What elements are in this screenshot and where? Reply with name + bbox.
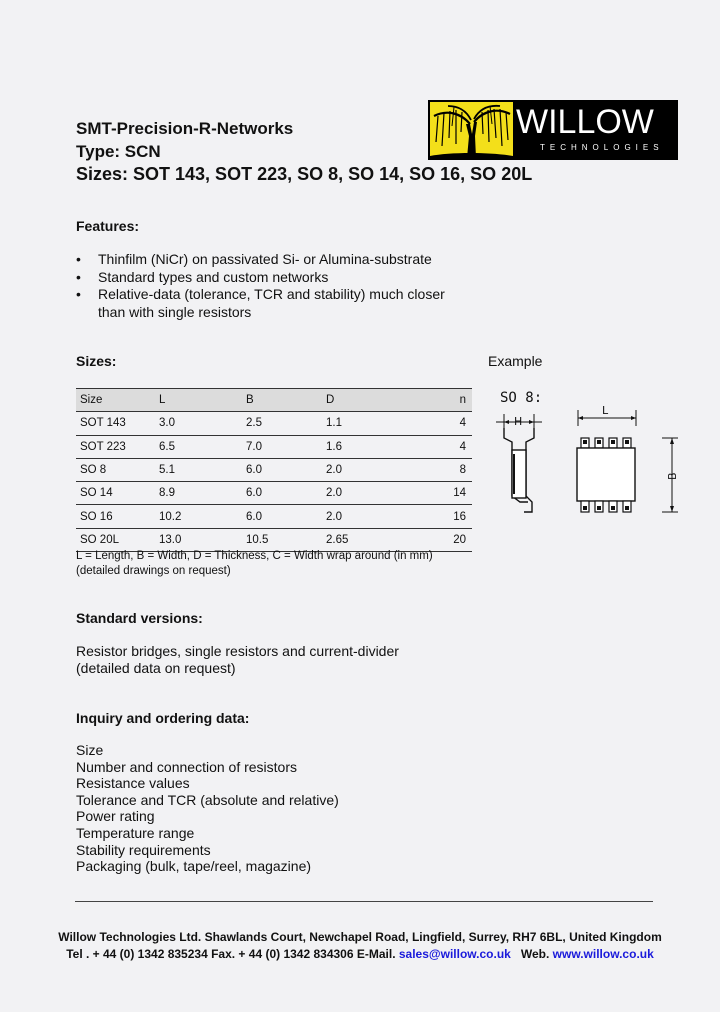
package-label: SO 8: (500, 390, 543, 406)
list-item: Size (76, 742, 104, 758)
list-item: • Relative-data (tolerance, TCR and stability) much closer (76, 286, 445, 303)
standard-versions-text: Resistor bridges, single resistors and current-divider (detailed data on request) (76, 643, 399, 676)
table-cell: 6.0 (246, 487, 262, 500)
dim-h-label: H (514, 415, 523, 428)
logo-tagline: TECHNOLOGIES (540, 143, 664, 152)
footer-divider (75, 901, 653, 902)
inquiry-heading: Inquiry and ordering data: (76, 710, 250, 726)
column-header: D (326, 394, 335, 407)
list-item: • Standard types and custom networks (76, 268, 329, 285)
table-cell: SO 16 (80, 510, 113, 523)
willow-logo (428, 100, 678, 160)
table-cell: SOT 223 (80, 440, 126, 453)
features-list (76, 251, 445, 321)
footer-contact (0, 947, 720, 961)
willow-tree-icon (430, 102, 513, 158)
footer-address: Willow Technologies Ltd. Shawlands Court, Newchapel Road, Lingfield, Surrey, RH7 6BL, United Kingdom (58, 930, 662, 944)
column-header: n (459, 394, 466, 407)
table-cell: 6.5 (159, 440, 175, 453)
table-cell: 2.0 (326, 487, 342, 500)
table-cell: SO 20L (80, 533, 119, 546)
table-cell: 1.6 (326, 440, 342, 453)
table-cell: 13.0 (159, 533, 182, 546)
list-item: • Thinfilm (NiCr) on passivated Si- or Alumina-substrate (76, 251, 432, 267)
list-item: Number and connection of resistors (76, 758, 297, 775)
table-cell: 8 (459, 464, 466, 477)
table-cell: 3.0 (159, 417, 175, 430)
table-cell: 4 (459, 417, 466, 430)
table-cell: 4 (459, 440, 466, 453)
table-cell: 2.65 (326, 533, 349, 546)
list-item: Power rating (76, 808, 155, 825)
column-header: Size (80, 394, 103, 407)
table-cell: 7.0 (246, 440, 262, 453)
table-row (76, 505, 472, 528)
table-cell: 20 (453, 533, 466, 546)
table-row (76, 412, 472, 435)
table-row (76, 482, 472, 505)
table-cell: 6.0 (246, 510, 262, 523)
list-item: Stability requirements (76, 841, 211, 858)
table-header-row (76, 389, 472, 412)
inquiry-list (76, 742, 339, 875)
column-header: L (159, 394, 166, 407)
logo-wordmark: WILLOW (516, 103, 654, 141)
page-title: SMT-Precision-R-Networks (76, 119, 294, 138)
table-cell: 6.0 (246, 464, 262, 477)
list-item-continuation: than with single resistors (98, 303, 252, 320)
table-cell: 2.0 (326, 510, 342, 523)
footer-phone-fax: Tel . + 44 (0) 1342 835234 Fax. + 44 (0) 1342 834306 E-Mail. (66, 947, 396, 961)
email-link[interactable]: sales@willow.co.uk (398, 947, 511, 961)
dim-l-label: L (602, 404, 609, 417)
example-label: Example (488, 353, 543, 369)
table-cell: 8.9 (159, 487, 175, 500)
list-item: Packaging (bulk, tape/reel, magazine) (76, 858, 312, 875)
sizes-note: L = Length, B = Width, D = Thickness, C = Width wrap around (in mm) (detailed drawings on request) (76, 550, 433, 577)
web-label: Web. (520, 947, 550, 961)
table-row (76, 435, 472, 458)
table-cell: 10.2 (159, 510, 182, 523)
standard-versions-heading: Standard versions: (76, 610, 203, 626)
sizes-heading: Sizes: (76, 353, 117, 369)
table-cell: 2.0 (326, 464, 342, 477)
table-cell: 1.1 (326, 417, 342, 430)
type-line: Type: SCN (76, 142, 161, 161)
sizes-line: Sizes: SOT 143, SOT 223, SO 8, SO 14, SO 16, SO 20L (76, 164, 533, 184)
list-item: Temperature range (76, 824, 195, 841)
website-link[interactable]: www.willow.co.uk (552, 947, 654, 961)
table-cell: SO 14 (80, 487, 113, 500)
table-cell: 10.5 (246, 533, 269, 546)
list-item: Resistance values (76, 775, 190, 792)
table-cell: 16 (453, 510, 466, 523)
table-cell: SOT 143 (80, 417, 126, 430)
table-row (76, 458, 472, 481)
table-cell: 2.5 (246, 417, 262, 430)
table-cell: SO 8 (80, 464, 107, 477)
table-cell: 14 (453, 487, 466, 500)
features-heading: Features: (76, 218, 140, 234)
dim-b-label: B (666, 472, 679, 480)
column-header: B (246, 394, 254, 407)
sizes-table (76, 388, 472, 552)
table-cell: 5.1 (159, 464, 175, 477)
list-item: Tolerance and TCR (absolute and relative) (76, 791, 339, 808)
so8-package-drawing (486, 384, 686, 520)
